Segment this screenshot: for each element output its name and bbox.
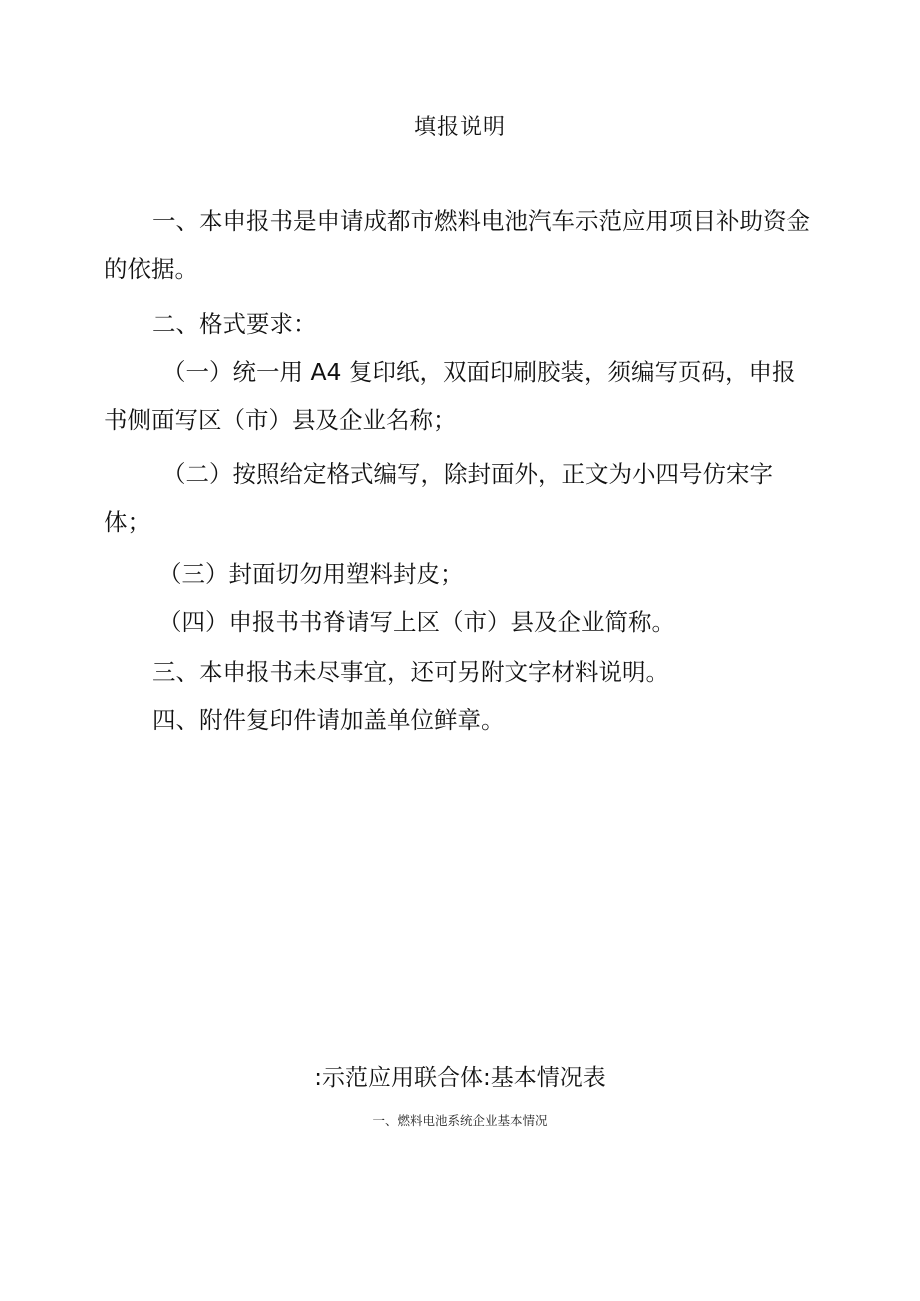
table-title: :示范应用联合体:基本情况表 bbox=[314, 1065, 606, 1091]
paragraph-format-spine: （四）申报书书脊请写上区（市）县及企业简称。 bbox=[158, 608, 675, 636]
paragraph-format-paper: （一）统一用 A4 复印纸，双面印刷胶装，须编写页码，申报书侧面写区（市）县及企业名称； bbox=[104, 358, 796, 434]
page-title: 填报说明 bbox=[413, 115, 506, 140]
paragraph-purpose: 一、本申报书是申请成都市燃料电池汽车示范应用项目补助资金的依据。 bbox=[104, 207, 810, 283]
paragraph-format-heading: 二、格式要求： bbox=[152, 310, 317, 338]
section-heading: 一、燃料电池系统企业基本情况 bbox=[372, 1113, 548, 1128]
paragraph-format-cover: （三）封面切勿用塑料封皮； bbox=[158, 560, 464, 588]
paragraph-format-font: （二）按照给定格式编写，除封面外，正文为小四号仿宋字体； bbox=[104, 460, 773, 536]
paragraph-attachments: 四、附件复印件请加盖单位鲜章。 bbox=[152, 706, 505, 734]
paragraph-supplement: 三、本申报书未尽事宜，还可另附文字材料说明。 bbox=[152, 658, 669, 686]
